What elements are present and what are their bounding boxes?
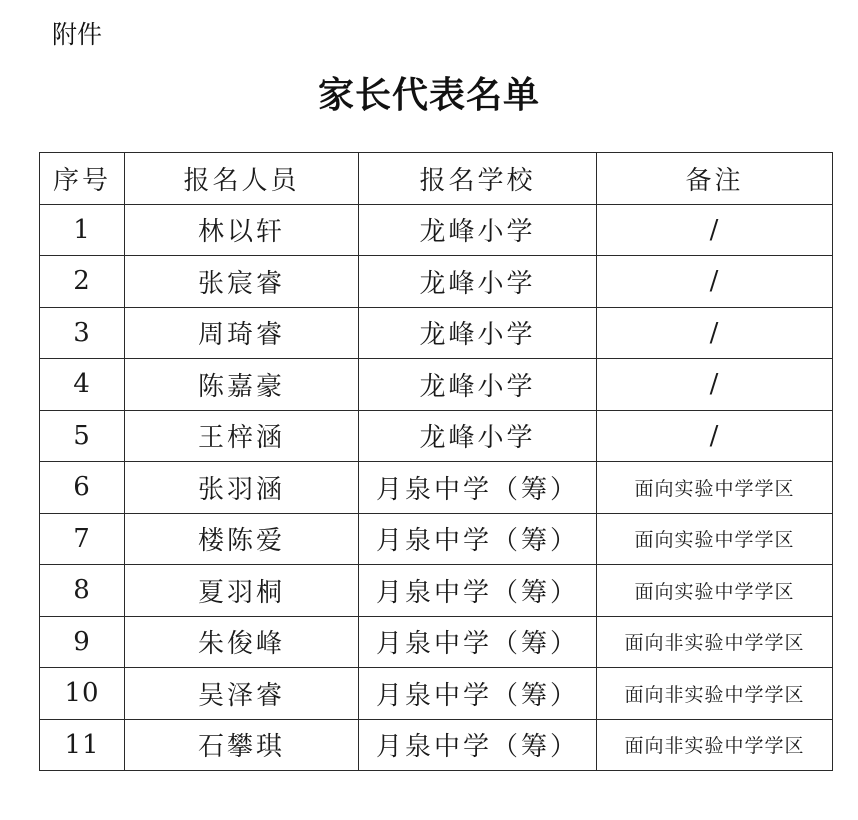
row-name: 夏羽桐 bbox=[125, 565, 359, 617]
row-number: 7 bbox=[40, 513, 125, 565]
table-row bbox=[40, 204, 833, 256]
row-name: 石攀琪 bbox=[125, 719, 359, 771]
row-number: 3 bbox=[40, 307, 125, 359]
row-school: 月泉中学（筹） bbox=[359, 513, 597, 565]
row-name: 朱俊峰 bbox=[125, 616, 359, 668]
table-header-row bbox=[40, 153, 833, 205]
table-row bbox=[40, 668, 833, 720]
table-row bbox=[40, 616, 833, 668]
row-remarks: / bbox=[597, 307, 833, 359]
parent-representatives-table bbox=[39, 152, 833, 771]
row-remarks: 面向实验中学学区 bbox=[597, 565, 833, 617]
row-school: 月泉中学（筹） bbox=[359, 462, 597, 514]
row-remarks: / bbox=[597, 359, 833, 411]
row-name: 王梓涵 bbox=[125, 410, 359, 462]
row-name: 吴泽睿 bbox=[125, 668, 359, 720]
row-number: 1 bbox=[40, 204, 125, 256]
table-row bbox=[40, 565, 833, 617]
row-school: 龙峰小学 bbox=[359, 307, 597, 359]
column-header-school: 报名学校 bbox=[359, 153, 597, 205]
row-school: 龙峰小学 bbox=[359, 204, 597, 256]
row-name: 林以轩 bbox=[125, 204, 359, 256]
row-number: 6 bbox=[40, 462, 125, 514]
row-number: 11 bbox=[40, 719, 125, 771]
row-school: 龙峰小学 bbox=[359, 410, 597, 462]
row-number: 9 bbox=[40, 616, 125, 668]
row-remarks: / bbox=[597, 204, 833, 256]
row-name: 张羽涵 bbox=[125, 462, 359, 514]
row-school: 月泉中学（筹） bbox=[359, 565, 597, 617]
table-row bbox=[40, 359, 833, 411]
row-name: 楼陈爱 bbox=[125, 513, 359, 565]
row-remarks: 面向非实验中学学区 bbox=[597, 719, 833, 771]
attachment-label: 附件 bbox=[52, 20, 103, 49]
row-school: 龙峰小学 bbox=[359, 359, 597, 411]
row-remarks: / bbox=[597, 410, 833, 462]
row-school: 月泉中学（筹） bbox=[359, 616, 597, 668]
row-number: 4 bbox=[40, 359, 125, 411]
row-school: 月泉中学（筹） bbox=[359, 719, 597, 771]
table-row bbox=[40, 513, 833, 565]
row-number: 2 bbox=[40, 256, 125, 308]
row-remarks: 面向非实验中学学区 bbox=[597, 668, 833, 720]
row-name: 张宸睿 bbox=[125, 256, 359, 308]
table-row bbox=[40, 462, 833, 514]
column-header-number: 序号 bbox=[40, 153, 125, 205]
row-remarks: 面向非实验中学学区 bbox=[597, 616, 833, 668]
row-school: 龙峰小学 bbox=[359, 256, 597, 308]
document-title: 家长代表名单 bbox=[317, 74, 540, 116]
row-name: 周琦睿 bbox=[125, 307, 359, 359]
row-school: 月泉中学（筹） bbox=[359, 668, 597, 720]
column-header-remarks: 备注 bbox=[597, 153, 833, 205]
row-name: 陈嘉豪 bbox=[125, 359, 359, 411]
table-row bbox=[40, 719, 833, 771]
row-number: 10 bbox=[40, 668, 125, 720]
row-remarks: / bbox=[597, 256, 833, 308]
row-number: 8 bbox=[40, 565, 125, 617]
table-row bbox=[40, 410, 833, 462]
row-remarks: 面向实验中学学区 bbox=[597, 513, 833, 565]
table-row bbox=[40, 256, 833, 308]
row-remarks: 面向实验中学学区 bbox=[597, 462, 833, 514]
table-row bbox=[40, 307, 833, 359]
row-number: 5 bbox=[40, 410, 125, 462]
column-header-name: 报名人员 bbox=[125, 153, 359, 205]
